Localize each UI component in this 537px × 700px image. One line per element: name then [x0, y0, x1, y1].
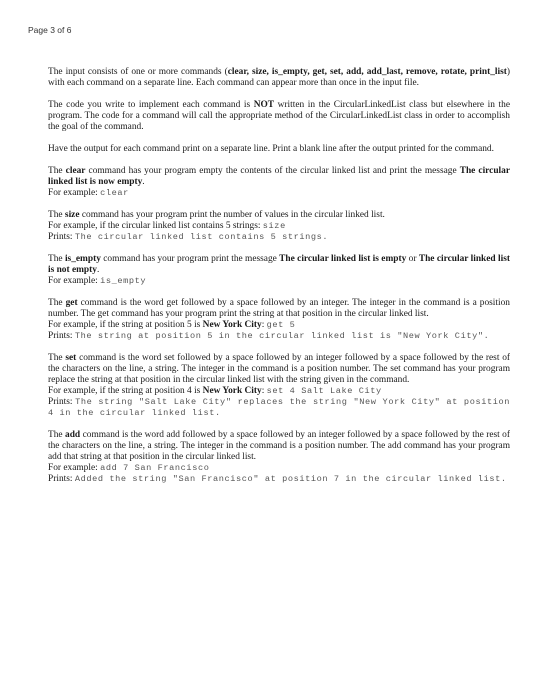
text: command is the word add followed by a space followed by an integer followed by a space followed by the rest of the characters on the line, a string. The integer in the command is a position number. The add command has your program add that string at that position in the circular linked list.	[48, 430, 510, 462]
clear-section	[48, 166, 510, 199]
text: command has your program print the message	[100, 254, 280, 264]
intro-text-end: ) with each command on a separate line. Each command can appear more than once in the input file.	[48, 67, 510, 88]
text: command is the word get followed by a space followed by an integer. The integer in the command is a position number. The get command has your program print the string at that position in the circular linked list.	[48, 298, 510, 319]
get-description	[48, 298, 510, 320]
text: .	[96, 265, 100, 275]
set-prints	[48, 397, 510, 419]
text: The	[48, 210, 65, 220]
get-prints-code: The string at position 5 in the circular linked list is "New York City".	[74, 331, 490, 341]
implementation-text: The code you write to implement each command is	[48, 100, 254, 110]
set-example	[48, 386, 510, 397]
size-section	[48, 210, 510, 243]
text: The	[48, 298, 66, 308]
is-empty-section	[48, 254, 510, 287]
size-prints-code: The circular linked list contains 5 strings.	[74, 232, 329, 242]
prints-label: Prints:	[48, 331, 75, 341]
example-label: For example, if the string at position 4 is	[48, 386, 203, 396]
prints-label: Prints:	[48, 397, 76, 407]
is-not-empty-message: The circular linked list is not empty	[48, 254, 510, 275]
set-keyword: set	[65, 353, 77, 363]
is-empty-description	[48, 254, 510, 276]
example-label: For example:	[48, 463, 101, 473]
text: The	[48, 353, 66, 363]
text: command has your program empty the contents of the circular linked list and print the message	[85, 166, 460, 176]
page-number: Page 3 of 6	[28, 25, 72, 35]
add-prints-code: Added the string "San Francisco" at position 7 in the circular linked list.	[74, 474, 507, 484]
text: .	[142, 177, 145, 187]
example-label: For example:	[48, 276, 101, 286]
add-example	[48, 463, 510, 474]
get-section	[48, 298, 510, 342]
get-example-code: get 5	[266, 320, 296, 330]
is-empty-example-code: is_empty	[100, 276, 147, 286]
set-description	[48, 353, 510, 386]
get-example	[48, 320, 510, 331]
add-example-code: add 7 San Francisco	[100, 463, 210, 473]
add-prints	[48, 474, 510, 485]
clear-description	[48, 166, 510, 188]
set-section	[48, 353, 510, 419]
set-example-code: set 4 Salt Lake City	[266, 386, 382, 396]
implementation-text-end: written in the CircularLinkedList class but elsewhere in the program. The code for a command will call the appropriate method of the CircularLinkedList class in order to accomplish the goal of the command.	[48, 100, 510, 132]
output-paragraph: Have the output for each command print on a separate line. Print a blank line after the output printed for the command.	[48, 144, 494, 154]
size-keyword: size	[64, 210, 80, 220]
intro-text: The input consists of one or more commands (	[48, 67, 228, 77]
example-label: For example, if the string at position 5 is	[48, 320, 203, 330]
text: The	[48, 430, 66, 440]
get-example-city: New York City	[202, 320, 262, 330]
get-prints	[48, 331, 510, 342]
is-empty-keyword: is_empty	[64, 254, 101, 264]
clear-message: The circular linked list is now empty	[48, 166, 511, 187]
text: :	[261, 386, 267, 396]
prints-label: Prints:	[48, 232, 75, 242]
size-example	[48, 221, 510, 232]
text: command is the word set followed by a space followed by an integer followed by a space followed by the rest of the characters on the line, a string. The integer in the command is a position number. The set command has your program replace the string at that position in the circular linked list with the string given in the command.	[48, 353, 511, 385]
clear-keyword: clear	[65, 166, 86, 176]
add-keyword: add	[65, 430, 81, 440]
text: command has your program print the number of values in the circular linked list.	[79, 210, 385, 220]
command-list: clear, size, is_empty, get, set, add, add_last, remove, rotate, print_list	[227, 67, 507, 77]
size-prints	[48, 232, 510, 243]
size-description	[48, 210, 510, 221]
text: or	[406, 254, 419, 264]
not-emphasis: NOT	[253, 100, 275, 110]
add-section	[48, 430, 510, 485]
prints-label: Prints:	[48, 474, 75, 484]
is-empty-example	[48, 276, 510, 287]
set-prints-code: The string "Salt Lake City" replaces the string "New York City" at position 4 in the circular linked list.	[48, 397, 510, 418]
add-description	[48, 430, 510, 463]
clear-example	[48, 188, 510, 199]
text: The	[48, 166, 66, 176]
set-example-city: New York City	[202, 386, 262, 396]
text: The	[48, 254, 65, 264]
intro-paragraph	[48, 67, 510, 89]
get-keyword: get	[65, 298, 78, 308]
size-example-code: size	[262, 221, 286, 231]
is-empty-message: The circular linked list is empty	[279, 254, 407, 264]
implementation-paragraph	[48, 100, 510, 133]
clear-example-code: clear	[100, 188, 129, 198]
document-body	[48, 67, 510, 496]
example-label: For example:	[48, 188, 101, 198]
text: :	[261, 320, 267, 330]
example-label: For example, if the circular linked list contains 5 strings:	[48, 221, 263, 231]
